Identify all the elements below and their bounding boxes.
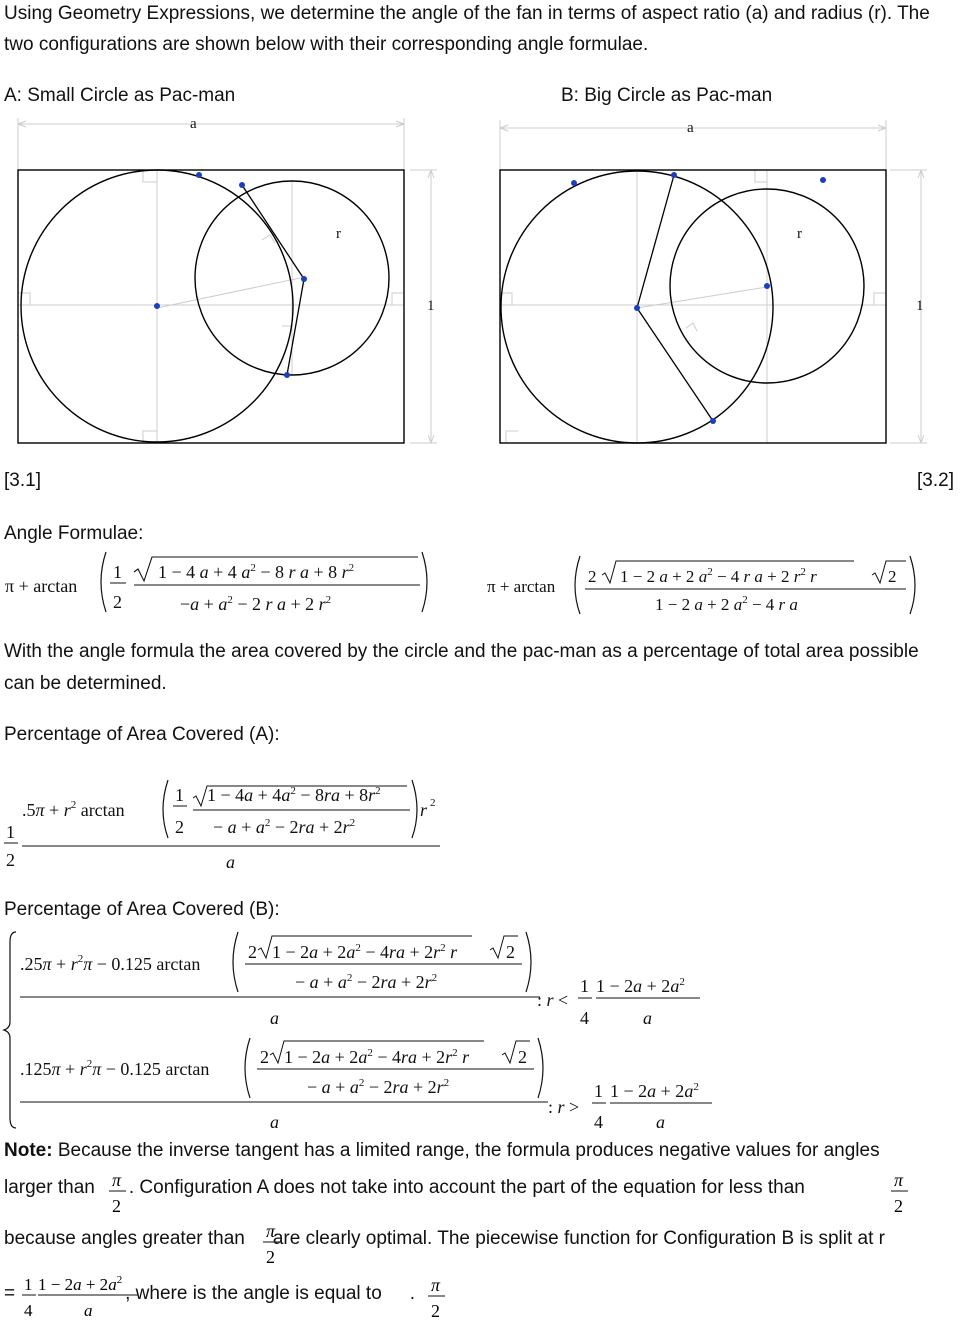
note-line-2 bbox=[4, 1173, 960, 1203]
angle-formula-b bbox=[480, 545, 930, 620]
frac-pi-over-2-a bbox=[106, 1168, 130, 1218]
angle-formulae-heading: Angle Formulae: bbox=[4, 523, 144, 544]
svg-text:2: 2 bbox=[112, 1196, 121, 1216]
svg-text:2: 2 bbox=[260, 1047, 269, 1067]
svg-text:.5π + r2 arctan: $.5\pi + r^2$ arctan bbox=[22, 799, 125, 820]
angle-formula-a bbox=[0, 545, 440, 620]
svg-text:: r <: : r < bbox=[537, 990, 569, 1010]
note-label: Note: bbox=[4, 1140, 53, 1161]
svg-text:a: a bbox=[270, 1008, 279, 1028]
note-text-4c: . bbox=[409, 1283, 416, 1304]
svg-text:4: 4 bbox=[24, 1301, 33, 1320]
diagram-config-a bbox=[0, 110, 460, 455]
frac-pi-over-2-c bbox=[260, 1219, 284, 1269]
width-label-b: a bbox=[687, 120, 694, 136]
pct-a-formula bbox=[0, 770, 450, 880]
note-line-1 bbox=[4, 1136, 960, 1166]
svg-text:.25π + r2π − 0.125 arctan: $.25\pi + r^2\pi - 0.125$ arctan bbox=[20, 953, 201, 974]
svg-text:1: 1 bbox=[24, 1275, 33, 1294]
svg-text:a: a bbox=[226, 852, 235, 872]
frac-split-point bbox=[20, 1270, 140, 1322]
svg-text:1 − 2a + 2a2: $1 - 2a + 2a^2$ bbox=[38, 1274, 123, 1294]
svg-text:π + arctan: π + arctan bbox=[487, 577, 556, 596]
svg-text:2: 2 bbox=[113, 592, 122, 612]
svg-text:a: a bbox=[270, 1112, 279, 1132]
note-text-2a: larger than bbox=[4, 1177, 95, 1198]
svg-text:1: 1 bbox=[6, 822, 15, 842]
svg-text:1 − 2 a + 2 a2 − 4 r a: 1 − 2 a + 2 $a^2 - 4$ r a bbox=[655, 594, 798, 614]
intro-paragraph: Using Geometry Expressions, we determine the angle of the fan in terms of aspect ratio (a) and radius (r). The two configurations are shown below with their corresponding angle formulae. bbox=[4, 3, 930, 55]
note-text-4b: , where is the angle is equal to bbox=[125, 1283, 382, 1304]
svg-text:2: 2 bbox=[588, 567, 597, 586]
note-text-1: Because the inverse tangent has a limited range, the formula produces negative values for angles bbox=[57, 1140, 880, 1161]
svg-text:2: 2 bbox=[248, 942, 257, 962]
svg-text:1 − 2a + 2a2: $1 - 2a + 2a^2$ bbox=[596, 976, 685, 996]
config-a-title: A: Small Circle as Pac-man bbox=[4, 85, 236, 106]
svg-text:a: a bbox=[656, 1112, 665, 1132]
area-paragraph: With the angle formula the area covered by the circle and the pac-man as a percentage of total area possible can be determined. bbox=[4, 641, 919, 694]
svg-text:π: π bbox=[112, 1170, 122, 1190]
frac-pi-over-2-d bbox=[425, 1273, 449, 1323]
svg-text:a: a bbox=[643, 1008, 652, 1028]
svg-text:2: 2 bbox=[431, 1301, 440, 1321]
svg-text:.125π + r2π − 0.125 arctan: $.125\pi + r^2\pi - 0.125$ arctan bbox=[20, 1058, 210, 1079]
pct-a-heading: Percentage of Area Covered (A): bbox=[4, 724, 280, 745]
note-text-3a: because angles greater than bbox=[4, 1228, 245, 1249]
note-text-2b: . Configuration A does not take into account the part of the equation for less than bbox=[128, 1177, 805, 1198]
pct-b-heading: Percentage of Area Covered (B): bbox=[4, 899, 280, 920]
svg-text:− a + a2 − 2ra + 2r2: − $a + a^2 - 2ra + 2r^2$ bbox=[295, 972, 438, 992]
svg-text:a: a bbox=[84, 1301, 93, 1320]
svg-text:2: 2 bbox=[430, 797, 436, 809]
pct-b-formula bbox=[0, 925, 720, 1135]
radius-label-b: r bbox=[797, 226, 802, 242]
figure-id-a: [3.1] bbox=[4, 470, 41, 491]
svg-text:1 − 4 a + 4 a2 − 8 r a + 8 r2: 1 − 4 a + 4 $a^2 - 8$ r a + 8 $r^2$ bbox=[158, 562, 355, 582]
config-b-title: B: Big Circle as Pac-man bbox=[561, 85, 773, 106]
diagram-config-b bbox=[490, 110, 960, 455]
svg-text:1: 1 bbox=[594, 1081, 603, 1101]
svg-text:π + arctan: π + arctan bbox=[5, 576, 78, 596]
svg-text:1 − 2a + 2a2 − 4ra + 2r2 r: $1 - 2a + 2a^2 - 4ra + 2r^2$ r bbox=[284, 1047, 470, 1067]
figure-id-b: [3.2] bbox=[917, 470, 954, 491]
svg-text:2: 2 bbox=[266, 1247, 275, 1267]
svg-text:− a + a2 − 2ra + 2r2: − $a + a^2 - 2ra + 2r^2$ bbox=[307, 1077, 450, 1097]
note-text-3b: are clearly optimal. The piecewise function for Configuration B is split at r bbox=[272, 1228, 885, 1249]
svg-text:1 − 2 a + 2 a2 − 4 r a + 2 r2: 1 − 2 a + 2 $a^2 - 4$ r a + 2 $r^2$ r bbox=[620, 566, 817, 586]
svg-text:2: 2 bbox=[888, 567, 897, 586]
svg-text:1: 1 bbox=[113, 562, 122, 582]
frac-pi-over-2-b bbox=[888, 1168, 912, 1218]
svg-text:4: 4 bbox=[580, 1008, 589, 1028]
svg-text:2: 2 bbox=[894, 1196, 903, 1216]
svg-text:π: π bbox=[894, 1170, 904, 1190]
width-label-a: a bbox=[190, 116, 197, 132]
svg-text:4: 4 bbox=[594, 1112, 603, 1132]
svg-text:r: r bbox=[420, 800, 428, 820]
svg-text:1 − 2a + 2a2 − 4ra + 2r2 r: $1 - 2a + 2a^2 - 4ra + 2r^2$ r bbox=[272, 942, 458, 962]
note-text-4a: = bbox=[4, 1283, 16, 1304]
height-label-b: 1 bbox=[916, 298, 924, 314]
svg-text:1: 1 bbox=[580, 976, 589, 996]
svg-text:− a + a2 − 2ra + 2r2: − $a + a^2 - 2ra + 2r^2$ bbox=[213, 817, 356, 837]
svg-text:2: 2 bbox=[175, 817, 184, 837]
svg-text:π: π bbox=[266, 1221, 276, 1241]
svg-text:2: 2 bbox=[506, 942, 515, 962]
svg-text:2: 2 bbox=[6, 850, 15, 870]
svg-text:π: π bbox=[431, 1275, 441, 1295]
note-line-3 bbox=[4, 1224, 960, 1254]
svg-text:1: 1 bbox=[175, 785, 184, 805]
svg-text:1 − 4a + 4a2 − 8ra + 8r2: $1 - 4a + 4a^2 - 8ra + 8r^2$ bbox=[207, 785, 381, 805]
svg-text:1 − 2a + 2a2: $1 - 2a + 2a^2$ bbox=[610, 1081, 699, 1101]
svg-text:: r >: : r > bbox=[548, 1097, 580, 1117]
note-line-4 bbox=[4, 1279, 960, 1309]
radius-label-a: r bbox=[336, 226, 341, 242]
height-label-a: 1 bbox=[427, 298, 435, 314]
svg-text:−a + a2 − 2 r a + 2 r2: $-a + a^2 - 2$ r a + 2 $r^2$ bbox=[180, 594, 332, 614]
svg-text:2: 2 bbox=[518, 1047, 527, 1067]
